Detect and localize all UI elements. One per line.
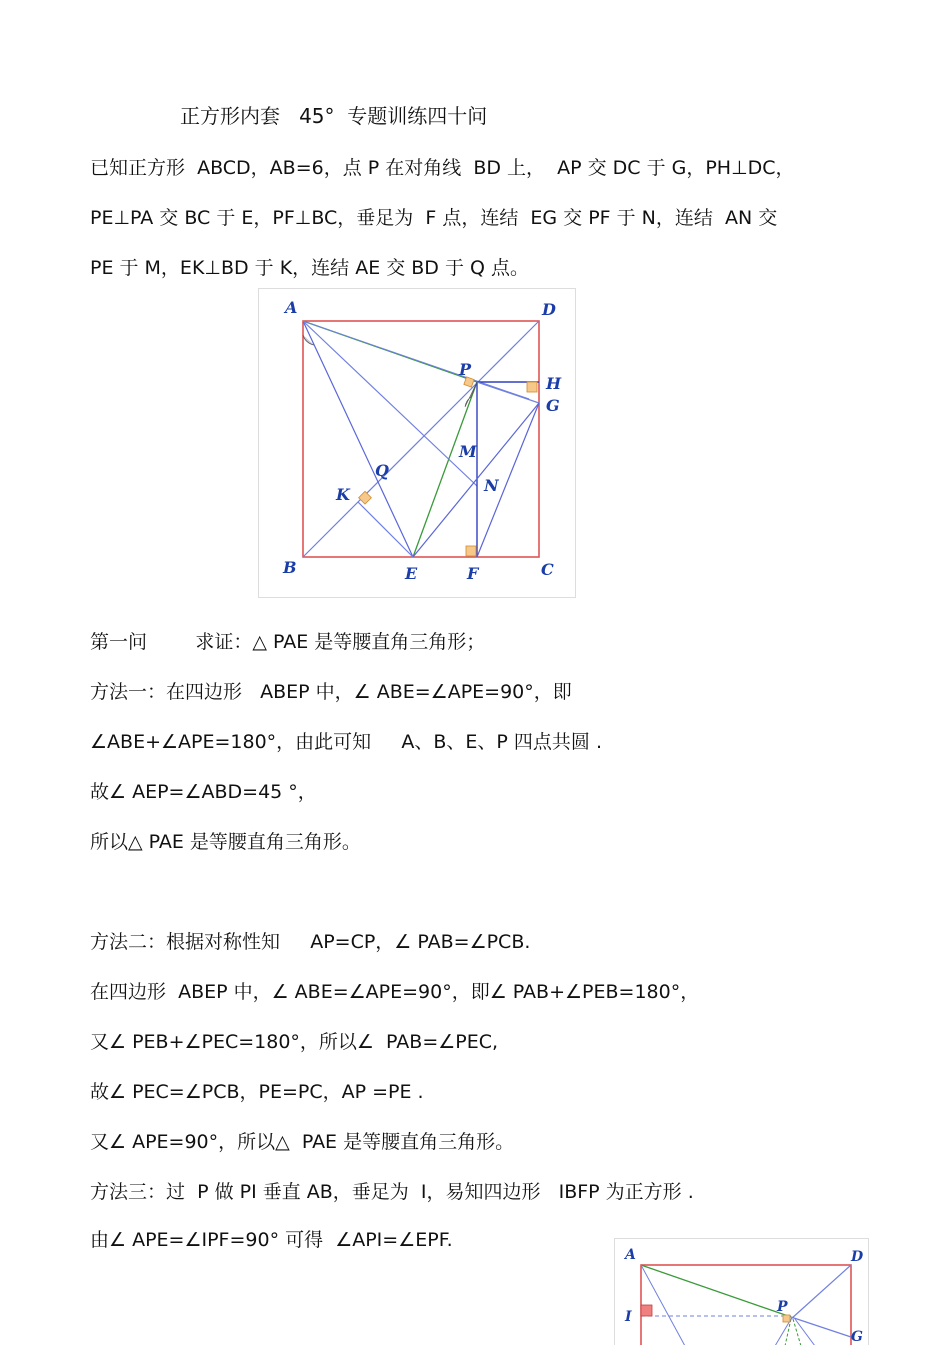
method2-line-3: 又∠ PEB+∠PEC=180°，所以∠ PAB=∠PEC, xyxy=(90,1031,499,1053)
label-c: C xyxy=(541,560,554,579)
intro-line-1: 已知正方形 ABCD，AB=6，点 P 在对角线 BD 上， AP 交 DC 于 G，PH⊥DC， xyxy=(90,157,795,179)
diagonal-bd xyxy=(303,321,539,557)
method1-line-2: ∠ABE+∠APE=180°，由此可知 A、B、E、P 四点共圆 . xyxy=(90,731,602,753)
method1-line-3: 故∠ AEP=∠ABD=45 °， xyxy=(90,781,317,803)
segment-eg xyxy=(413,403,539,557)
intro-line-2: PE⊥PA 交 BC 于 E，PF⊥BC，垂足为 F 点，连结 EG 交 PF 于 N，连结 AN 交 xyxy=(90,207,778,229)
label-f: F xyxy=(467,564,479,583)
label-d: D xyxy=(542,300,556,319)
segment-ae xyxy=(303,321,413,557)
segment-pe xyxy=(413,382,477,557)
q1-heading: 第一问 求证：△ PAE 是等腰直角三角形； xyxy=(90,631,486,653)
label-i-2: I xyxy=(625,1309,632,1325)
method1-line-4: 所以△ PAE 是等腰直角三角形。 xyxy=(90,831,361,853)
label-n: N xyxy=(484,476,499,495)
label-q: Q xyxy=(375,461,389,480)
segment-ek xyxy=(358,502,413,557)
segment-an xyxy=(303,321,477,486)
method1-line-1: 方法一：在四边形 ABEP 中，∠ ABE=∠APE=90°，即 xyxy=(90,681,572,703)
method2-line-1: 方法二：根据对称性知 AP=CP，∠ PAB=∠PCB. xyxy=(90,931,531,953)
square-abcd-2 xyxy=(641,1265,851,1345)
method2-line-5: 又∠ APE=90°，所以△ PAE 是等腰直角三角形。 xyxy=(90,1131,515,1153)
label-a: A xyxy=(285,298,298,317)
method2-line-2: 在四边形 ABEP 中，∠ ABE=∠APE=90°，即∠ PAB+∠PEB=180°， xyxy=(90,981,700,1003)
label-h: H xyxy=(546,374,562,393)
method2-line-4: 故∠ PEC=∠PCB，PE=PC，AP =PE . xyxy=(90,1081,424,1103)
label-a-2: A xyxy=(625,1247,636,1263)
label-e: E xyxy=(405,564,418,583)
label-d-2: D xyxy=(851,1249,864,1265)
method3-line-2: 由∠ APE=∠IPF=90° 可得 ∠API=∠EPF. xyxy=(90,1229,453,1251)
geometry-figure-main xyxy=(258,288,576,598)
label-g-2: G xyxy=(851,1329,863,1345)
label-k: K xyxy=(336,485,350,504)
geometry-figure-secondary xyxy=(614,1238,869,1345)
page-title: 正方形内套 45° 专题训练四十问 xyxy=(180,104,488,128)
label-p: P xyxy=(459,360,472,379)
label-m: M xyxy=(459,442,477,461)
method3-line-1: 方法三：过 P 做 PI 垂直 AB，垂足为 I，易知四边形 IBFP 为正方形 . xyxy=(90,1181,694,1203)
label-g: G xyxy=(546,396,560,415)
label-b: B xyxy=(283,558,297,577)
intro-line-3: PE 于 M，EK⊥BD 于 K，连结 AE 交 BD 于 Q 点。 xyxy=(90,257,530,279)
label-p-2: P xyxy=(777,1299,788,1315)
